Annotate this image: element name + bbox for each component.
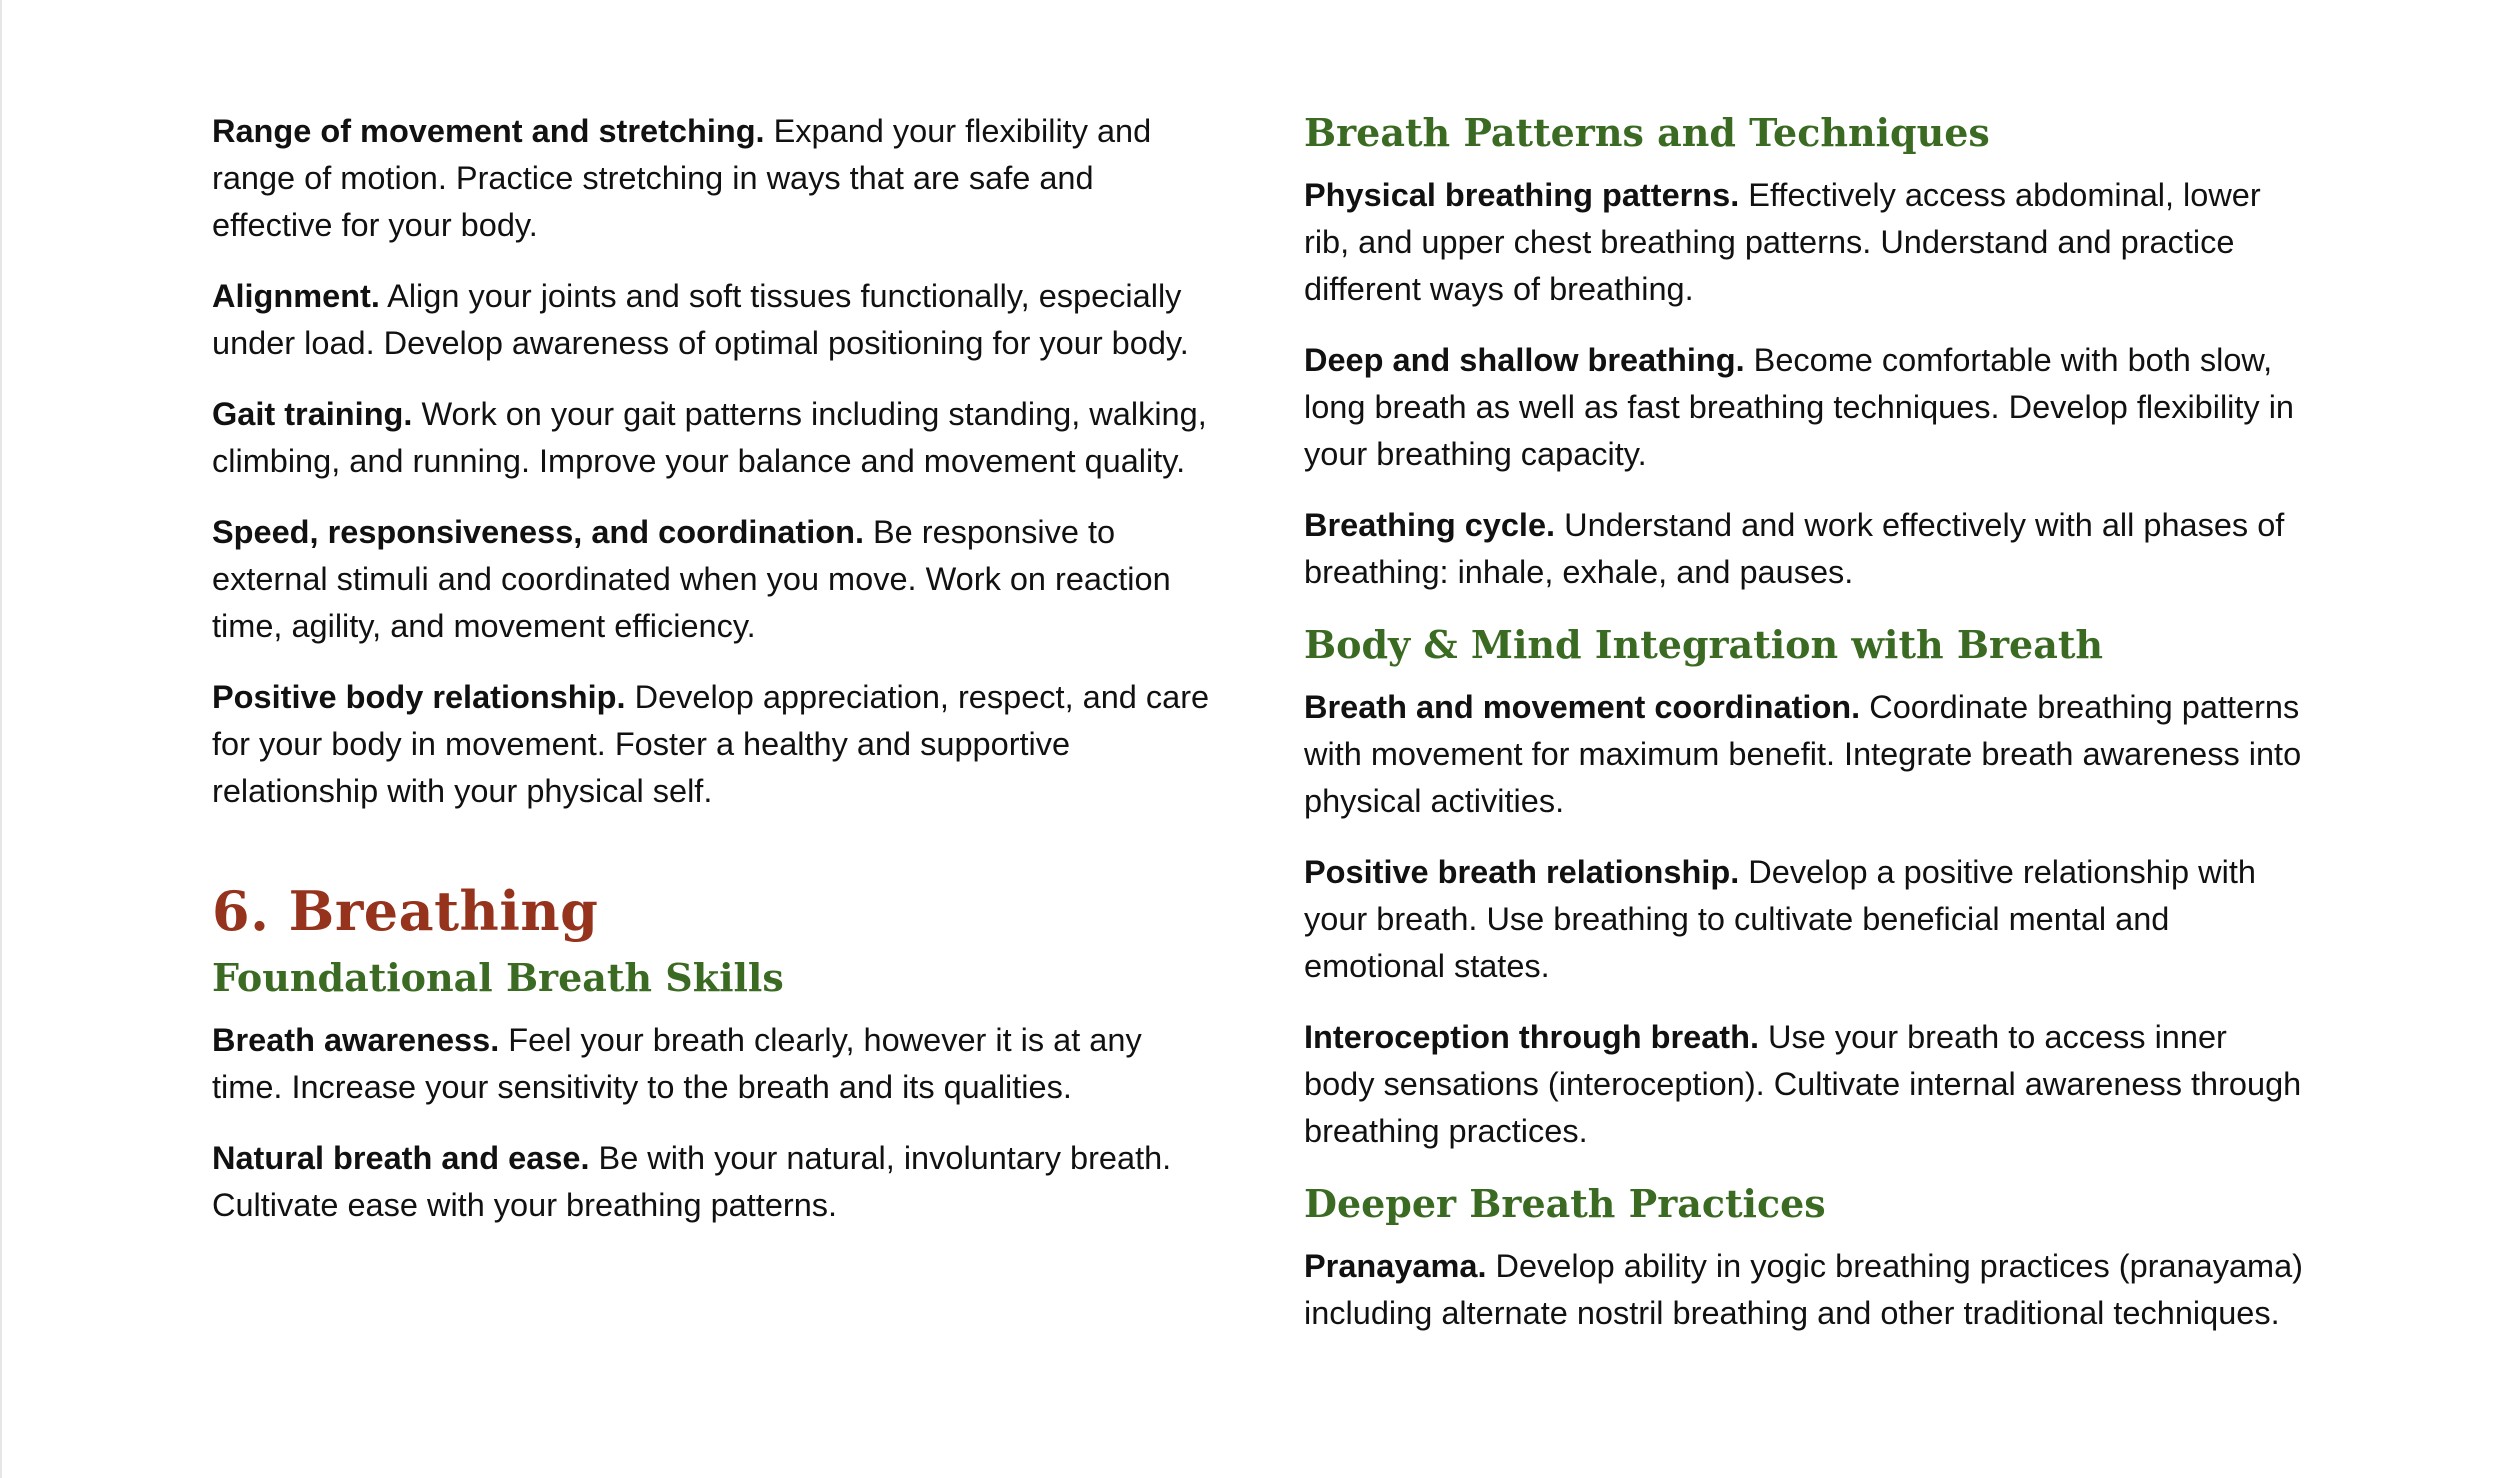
entry-text: Align your joints and soft tissues functionally, especially under load. Develop awareness of optimal positioning for your body.	[212, 278, 1189, 361]
entry-text: Become comfortable with both slow, long breath as well as fast breathing techniques. Develop flexibility in your breathing capacity.	[1304, 342, 2295, 472]
entry-range-of-movement	[212, 108, 1212, 249]
entry-positive-breath-relationship	[1304, 849, 2304, 990]
subhead-deeper-breath-practices: Deeper Breath Practices	[1304, 1181, 1826, 1226]
right-column	[1304, 108, 2304, 1361]
entry-term: Alignment.	[212, 278, 380, 314]
entry-speed-responsiveness	[212, 509, 1212, 650]
entry-text: Develop appreciation, respect, and care for your body in movement. Foster a healthy and supportive relationship with your physical self.	[212, 679, 1210, 809]
section-title-breathing: 6. Breathing	[212, 879, 599, 943]
entry-text: Understand and work effectively with all phases of breathing: inhale, exhale, and pauses.	[1304, 507, 2285, 590]
entry-term: Breath and movement coordination.	[1304, 689, 1861, 725]
entry-term: Positive body relationship.	[212, 679, 626, 715]
entry-term: Breathing cycle.	[1304, 507, 1556, 543]
entry-breathing-cycle	[1304, 502, 2304, 596]
entry-term: Physical breathing patterns.	[1304, 177, 1740, 213]
entry-text: Work on your gait patterns including standing, walking, climbing, and running. Improve your balance and movement quality.	[212, 396, 1207, 479]
entry-term: Range of movement and stretching.	[212, 113, 765, 149]
entry-term: Speed, responsiveness, and coordination.	[212, 514, 864, 550]
entry-positive-body-relationship	[212, 674, 1212, 815]
entry-interoception	[1304, 1014, 2304, 1155]
subhead-foundational-breath-skills: Foundational Breath Skills	[212, 955, 784, 1000]
left-column	[212, 108, 1212, 1253]
entry-text: Be responsive to external stimuli and coordinated when you move. Work on reaction time, agility, and movement efficiency.	[212, 514, 1171, 644]
entry-deep-shallow-breathing	[1304, 337, 2304, 478]
entry-term: Positive breath relationship.	[1304, 854, 1740, 890]
entry-text: Expand your flexibility and range of motion. Practice stretching in ways that are safe and effective for your body.	[212, 113, 1152, 243]
entry-term: Natural breath and ease.	[212, 1140, 590, 1176]
entry-text: Use your breath to access inner body sensations (interoception). Cultivate internal awareness through breathing practices.	[1304, 1019, 2302, 1149]
entry-physical-breathing-patterns	[1304, 172, 2304, 313]
entry-natural-breath	[212, 1135, 1212, 1229]
entry-term: Gait training.	[212, 396, 413, 432]
entry-text: Effectively access abdominal, lower rib, and upper chest breathing patterns. Understand and practice different ways of breathing.	[1304, 177, 2261, 307]
entry-term: Pranayama.	[1304, 1248, 1487, 1284]
entry-breath-movement-coordination	[1304, 684, 2304, 825]
entry-text: Coordinate breathing patterns with movement for maximum benefit. Integrate breath awareness into physical activities.	[1304, 689, 2302, 819]
entry-gait-training	[212, 391, 1212, 485]
entry-pranayama	[1304, 1243, 2304, 1337]
entry-term: Interoception through breath.	[1304, 1019, 1759, 1055]
page-left-edge	[0, 0, 2, 1478]
entry-text: Feel your breath clearly, however it is at any time. Increase your sensitivity to the breath and its qualities.	[212, 1022, 1142, 1105]
subhead-breath-patterns: Breath Patterns and Techniques	[1304, 110, 1990, 155]
entry-text: Develop ability in yogic breathing practices (pranayama) including alternate nostril breathing and other traditional techniques.	[1304, 1248, 2303, 1331]
entry-text: Develop a positive relationship with your breath. Use breathing to cultivate beneficial mental and emotional states.	[1304, 854, 2256, 984]
entry-alignment	[212, 273, 1212, 367]
entry-term: Deep and shallow breathing.	[1304, 342, 1745, 378]
entry-text: Be with your natural, involuntary breath. Cultivate ease with your breathing patterns.	[212, 1140, 1172, 1223]
subhead-body-mind-integration: Body & Mind Integration with Breath	[1304, 622, 2104, 667]
entry-breath-awareness	[212, 1017, 1212, 1111]
entry-term: Breath awareness.	[212, 1022, 500, 1058]
